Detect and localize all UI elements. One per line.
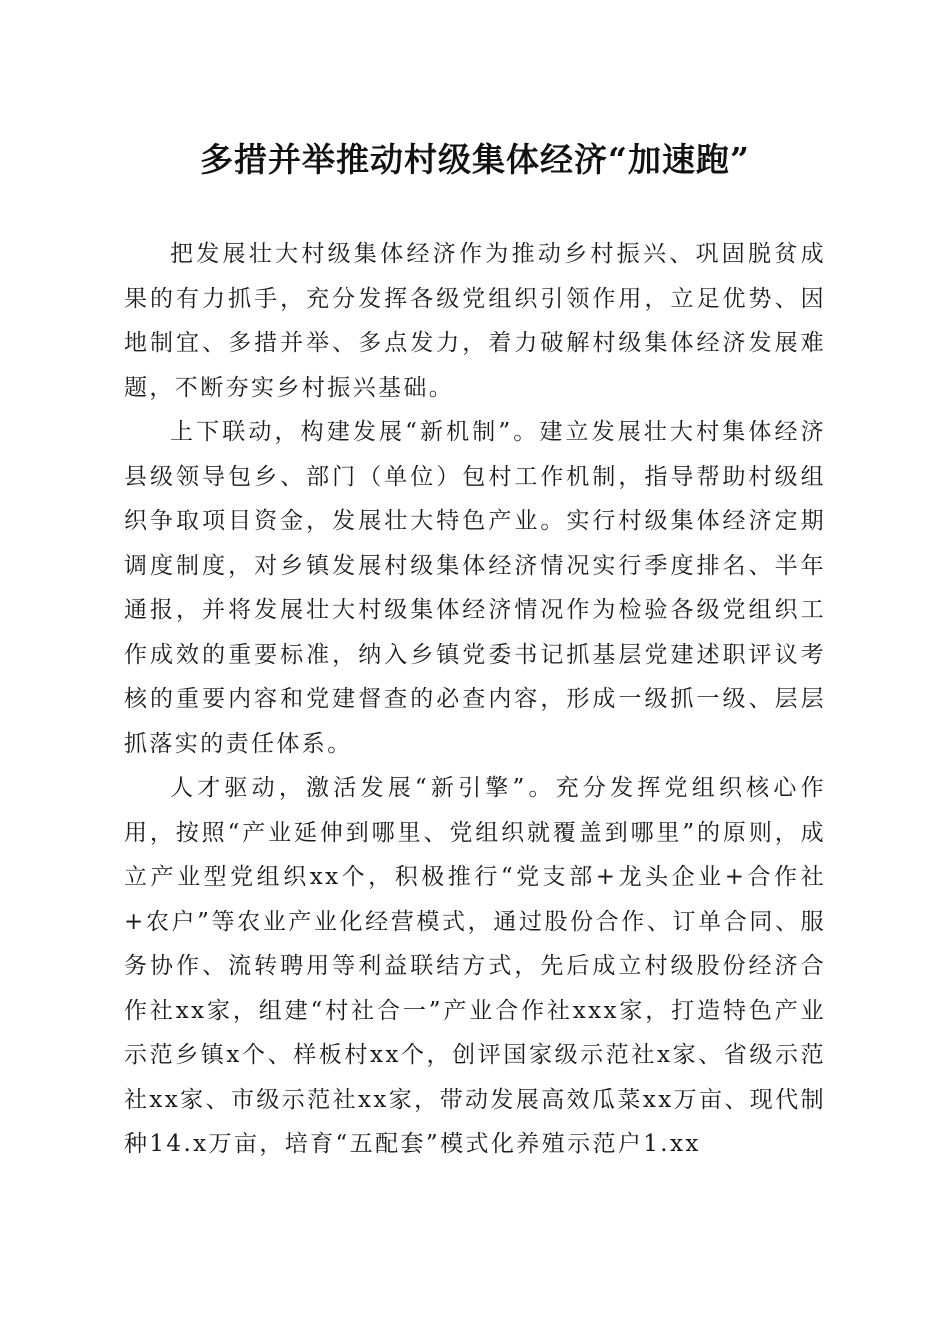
document-title: 多措并举推动村级集体经济“加速跑” <box>200 140 750 179</box>
paragraph-mechanism: 上下联动，构建发展“新机制”。建立发展壮大村集体经济县级领导包乡、部门（单位）包村工作机制，指导帮助村级组织争取项目资金，发展壮大特色产业。实行村级集体经济定期调度制度，对乡镇发展村级集体经济情况实行季度排名、半年通报，并将发展壮大村级集体经济情况作为检验各级党组织工作成效的重要标准，纳入乡镇党委书记抓基层党建述职评议考核的重要内容和党建督查的必查内容，形成一级抓一级、层层抓落实的责任体系。 <box>124 419 826 757</box>
paragraph-talent: 人才驱动，激活发展“新引擎”。充分发挥党组织核心作用，按照“产业延伸到哪里、党组织就覆盖到哪里”的原则，成立产业型党组织xx个，积极推行“党支部+龙头企业+合作社+农户”等农业产业化经营模式，通过股份合作、订单合同、服务协作、流转聘用等利益联结方式，先后成立村级股份经济合作社xx家，组建“村社合一”产业合作社xxx家，打造特色产业示范乡镇x个、样板村xx个，创评国家级示范社x家、省级示范社xx家、市级示范社xx家，带动发展高效瓜菜xx万亩、现代制种14.x万亩，培育“五配套”模式化养殖示范户1.xx <box>124 775 826 1157</box>
document-body <box>124 232 826 1167</box>
paragraph-intro: 把发展壮大村级集体经济作为推动乡村振兴、巩固脱贫成果的有力抓手，充分发挥各级党组织引领作用，立足优势、因地制宜、多措并举、多点发力，着力破解村级集体经济发展难题，不断夯实乡村振兴基础。 <box>124 241 826 401</box>
